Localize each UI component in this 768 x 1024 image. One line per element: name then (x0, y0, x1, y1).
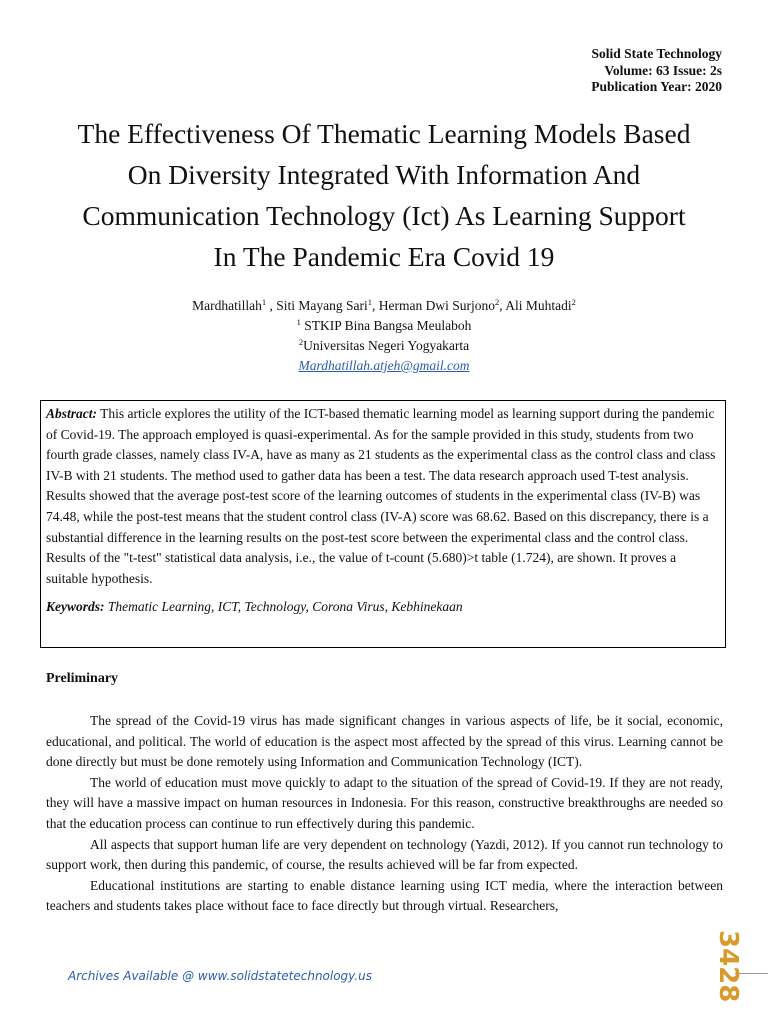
author-list (0, 296, 768, 316)
page-number: 3428 (713, 930, 743, 1003)
author-affil-mark: 1 (367, 297, 372, 307)
keywords-label: Keywords: (46, 599, 105, 615)
abstract-box (40, 400, 726, 648)
author-name: Siti Mayang Sari (276, 298, 368, 313)
author-affil-mark: 2 (571, 297, 576, 307)
author-affil-mark: 2 (494, 297, 500, 307)
authors-block (0, 296, 768, 376)
title-line: Communication Technology (Ict) As Learning Support (82, 200, 686, 231)
title-line: The Effectiveness Of Thematic Learning Models Based (77, 118, 691, 149)
affiliation-mark: 1 (296, 317, 301, 327)
paragraph: The spread of the Covid-19 virus has made significant changes in various aspects of life, be it social, economic, educational, and political. The world of education is the aspect most affected by the spread of this virus. Learning cannot be done directly but must be done remotely using Information and Communication Technology (ICT). (46, 713, 723, 770)
paragraph: All aspects that support human life are very dependent on technology (Yazdi, 2012). If you cannot run technology to support work, then during this pandemic, of course, the results achieved will be far from expected. (46, 836, 723, 873)
paper-title (30, 113, 738, 277)
author-email-link[interactable]: Mardhatillah.atjeh@gmail.com (298, 358, 470, 373)
author-name: Mardhatillah (192, 298, 262, 313)
journal-info (402, 46, 722, 96)
abstract-label: Abstract: (46, 406, 98, 421)
author-separator: , (371, 298, 379, 313)
author-name: Herman Dwi Surjono (378, 298, 495, 313)
author-separator: , (266, 298, 277, 313)
author-affil-mark: 1 (261, 297, 267, 307)
affiliation (0, 336, 768, 356)
body-text (46, 711, 723, 917)
affiliation (0, 316, 768, 336)
abstract-text: This article explores the utility of the ICT-based thematic learning model as learning support during the pandemic of Covid-19. The approach employed is quasi-experimental. As for the sample provided in this study, students from two fourth grade classes, namely class IV-A, have as many as 21 students as the experimental class as the control class and class IV-B with 21 students. The method used to gather data has been a test. The data research approach used T-test analysis. Results showed that the average post-test score of the learning outcomes of students in the experimental class (IV-B) was 74.48, while the post-test means that the student control class (IV-A) score was 68.62. Based on this discrepancy, there is a substantial difference in the learning results on the post-test score between the experimental class and the control class. Results of the "t-test" statistical data analysis, i.e., the value of t-count (5.680)>t table (1.724), are shown. It proves a suitable hypothesis. (46, 406, 716, 586)
footer-archive-link[interactable]: Archives Available @ www.solidstatetechnology.us (68, 969, 373, 983)
affiliation-name: STKIP Bina Bangsa Meulaboh (300, 318, 472, 333)
paragraph: Educational institutions are starting to enable distance learning using ICT media, where the interaction between teachers and students takes place without face to face directly but through virtual. Researchers, (46, 877, 723, 914)
keywords (46, 597, 720, 618)
author-name: Ali Muhtadi (505, 298, 572, 313)
keywords-text: Thematic Learning, ICT, Technology, Corona Virus, Kebhinekaan (104, 599, 463, 615)
section-heading: Preliminary (46, 671, 119, 686)
journal-year: Publication Year: 2020 (591, 79, 722, 94)
title-line: On Diversity Integrated With Information And (127, 159, 641, 190)
paragraph: The world of education must move quickly to adapt to the situation of the spread of Covid-19. If they are not ready, they will have a massive impact on human resources in Indonesia. For this reason, constructive breakthroughs are needed so that the education process can continue to run effectively during this pandemic. (46, 774, 723, 831)
author-separator: , (499, 298, 506, 313)
journal-volume: Volume: 63 Issue: 2s (604, 62, 722, 78)
abstract (46, 404, 720, 589)
title-line: In The Pandemic Era Covid 19 (213, 241, 555, 272)
affiliation-mark: 2 (298, 337, 304, 347)
journal-name: Solid State Technology (591, 46, 722, 61)
affiliation-name: Universitas Negeri Yogyakarta (303, 338, 470, 353)
